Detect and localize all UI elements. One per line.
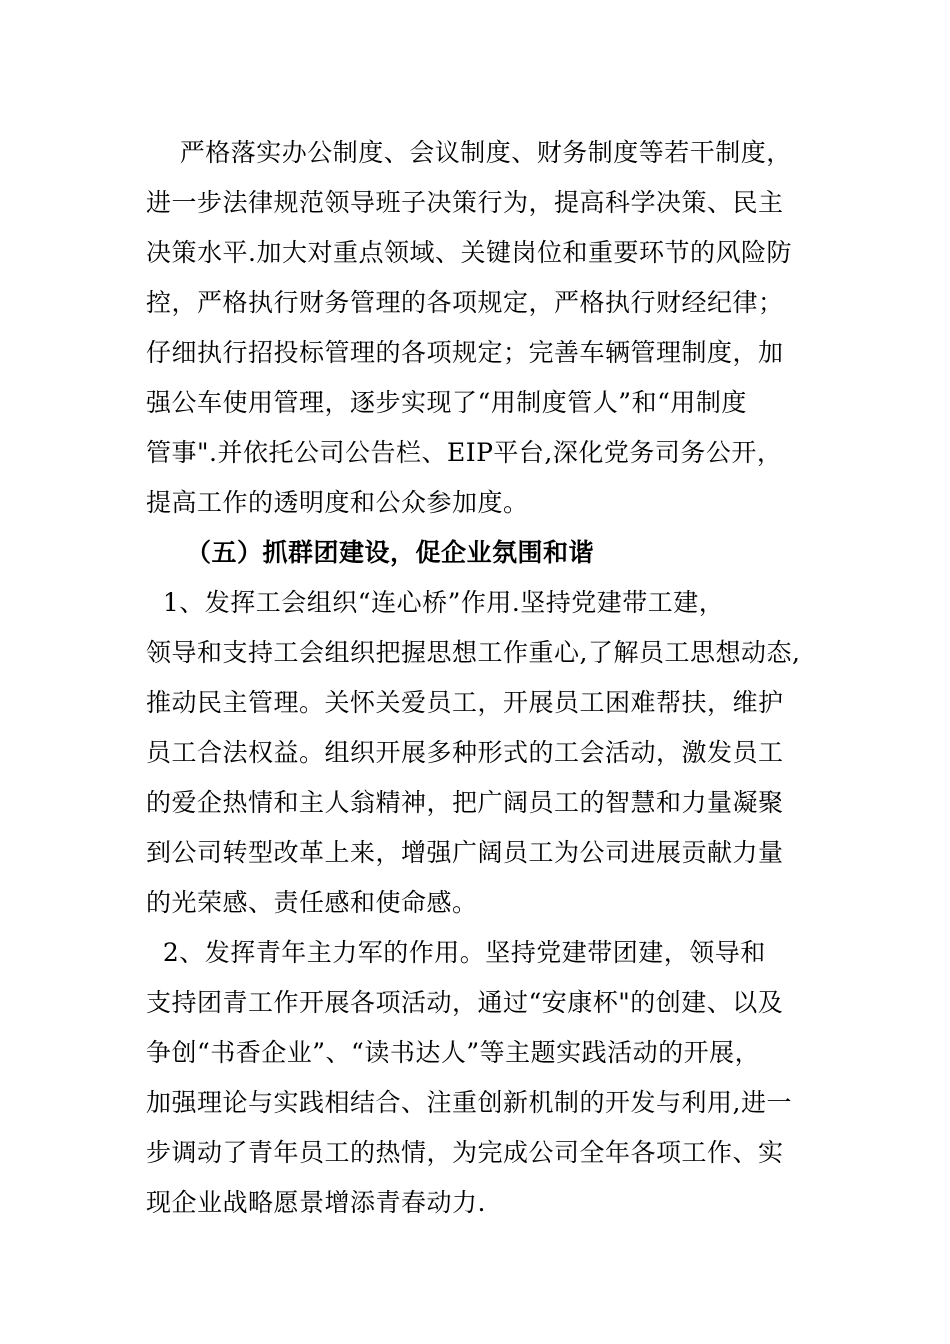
- text-line: 推动民主管理。关怀关爱员工，开展员工困难帮扶，维护: [146, 688, 784, 717]
- section-heading: （五）抓群团建设，促企业氛围和谐: [186, 538, 595, 567]
- text-line: 现企业战略愿景增添青春动力.: [146, 1188, 486, 1217]
- text-line: 步调动了青年员工的热情，为完成公司全年各项工作、实: [146, 1138, 784, 1167]
- text-line: 争创“书香企业”、“读书达人”等主题实践活动的开展，: [146, 1038, 761, 1067]
- text-line: 控，严格执行财务管理的各项规定，严格执行财经纪律；: [146, 288, 784, 317]
- text-line: 管事".并依托公司公告栏、EIP平台,深化党务司务公开，: [146, 438, 783, 467]
- text-line: 进一步法律规范领导班子决策行为，提高科学决策、民主: [146, 188, 784, 217]
- text-line: 员工合法权益。组织开展多种形式的工会活动，激发员工: [146, 738, 784, 767]
- text-line: 支持团青工作开展各项活动，通过“安康杯"的创建、以及: [146, 988, 784, 1017]
- text-line: 的爱企热情和主人翁精神，把广阔员工的智慧和力量凝聚: [146, 788, 784, 817]
- text-line: 决策水平.加大对重点领域、关键岗位和重要环节的风险防: [146, 238, 792, 267]
- document-body: [146, 128, 826, 1228]
- text-line: 的光荣感、责任感和使命感。: [146, 888, 478, 917]
- text-line: 领导和支持工会组织把握思想工作重心,了解员工思想动态,: [146, 638, 801, 667]
- text-line: 仔细执行招投标管理的各项规定；完善车辆管理制度，加: [146, 338, 784, 367]
- text-line: 严格落实办公制度、会议制度、财务制度等若干制度，: [146, 138, 792, 167]
- text-line: 提高工作的透明度和公众参加度。: [146, 488, 529, 517]
- text-line: 加强理论与实践相结合、注重创新机制的开发与利用,进一: [146, 1088, 792, 1117]
- text-line: 2、发挥青年主力军的作用。坚持党建带团建，领导和: [146, 938, 766, 967]
- text-line: 强公车使用管理，逐步实现了“用制度管人”和“用制度: [146, 388, 747, 417]
- text-line: 到公司转型改革上来，增强广阔员工为公司进展贡献力量: [146, 838, 784, 867]
- text-line: 1、发挥工会组织“连心桥”作用.坚持党建带工建，: [146, 588, 725, 617]
